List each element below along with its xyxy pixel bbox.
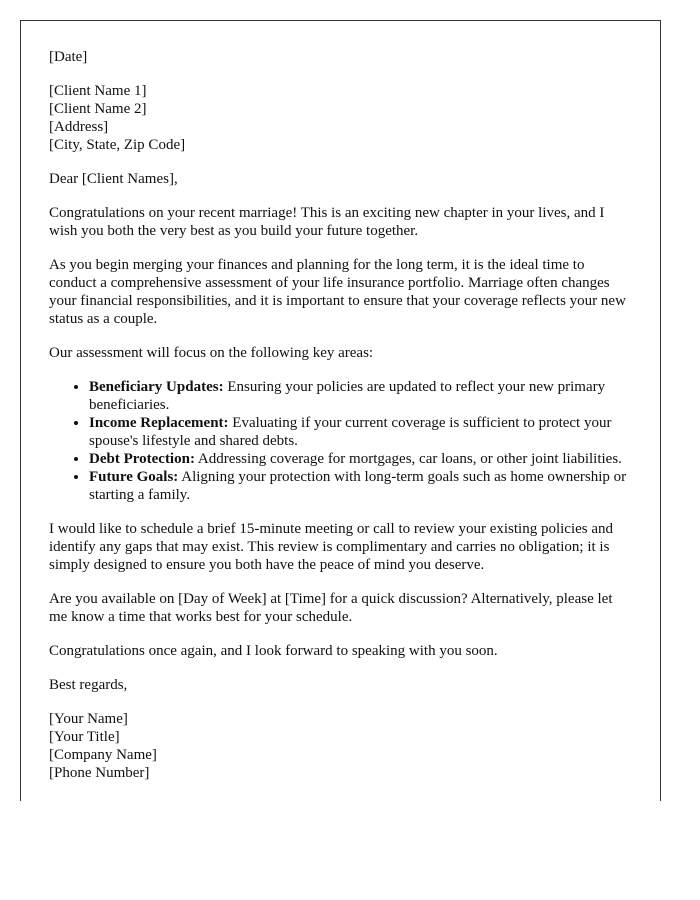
signoff: Best regards, (49, 677, 128, 693)
item-text: Addressing coverage for mortgages, car loans, or other joint liabilities. (194, 451, 622, 467)
item-title: Future Goals: (89, 469, 179, 485)
item-title: Debt Protection: (89, 451, 195, 467)
item-title: Income Replacement: (89, 415, 229, 431)
signature-block (49, 710, 632, 782)
item-title: Beneficiary Updates: (89, 379, 224, 395)
key-areas-list (49, 378, 632, 504)
paragraph: Are you available on [Day of Week] at [Time] for a quick discussion? Alternatively, please let me know a time that works best for your schedule. (49, 591, 613, 625)
paragraph: Congratulations once again, and I look forward to speaking with you soon. (49, 643, 498, 659)
your-name: [Your Name] (49, 711, 128, 727)
city-state-zip: [City, State, Zip Code] (49, 137, 186, 153)
paragraph: Congratulations on your recent marriage! This is an exciting new chapter in your lives, and I wish you both the very best as you build your future together. (49, 205, 605, 239)
list-item (89, 414, 632, 450)
date: [Date] (49, 49, 88, 65)
list-item (89, 450, 632, 468)
list-item (89, 378, 632, 414)
your-title: [Your Title] (49, 729, 120, 745)
phone-number: [Phone Number] (49, 765, 150, 781)
client-name-1: [Client Name 1] (49, 83, 147, 99)
client-name-2: [Client Name 2] (49, 101, 147, 117)
paragraph: As you begin merging your finances and planning for the long term, it is the ideal time to conduct a comprehensive assessment of your life insurance portfolio. Marriage often changes your financial responsibilities, and it is important to ensure that your coverage reflects your new status as a couple. (49, 257, 626, 327)
item-text: Ensuring your policies are updated to reflect your new primary beneficiaries. (89, 379, 606, 413)
salutation: Dear [Client Names], (49, 171, 178, 187)
list-item (89, 468, 632, 504)
item-text: Aligning your protection with long-term goals such as home ownership or starting a family. (89, 469, 627, 503)
letter-page (20, 20, 661, 801)
paragraph: I would like to schedule a brief 15-minute meeting or call to review your existing policies and identify any gaps that may exist. This review is complimentary and carries no obligation; it is simply designed to ensure you both have the peace of mind you deserve. (49, 521, 614, 573)
company-name: [Company Name] (49, 747, 157, 763)
item-text: Evaluating if your current coverage is sufficient to protect your spouse's lifestyle and shared debts. (89, 415, 612, 449)
address: [Address] (49, 119, 109, 135)
recipient-address (49, 82, 632, 154)
letter-body (21, 21, 660, 782)
paragraph: Our assessment will focus on the following key areas: (49, 345, 374, 361)
